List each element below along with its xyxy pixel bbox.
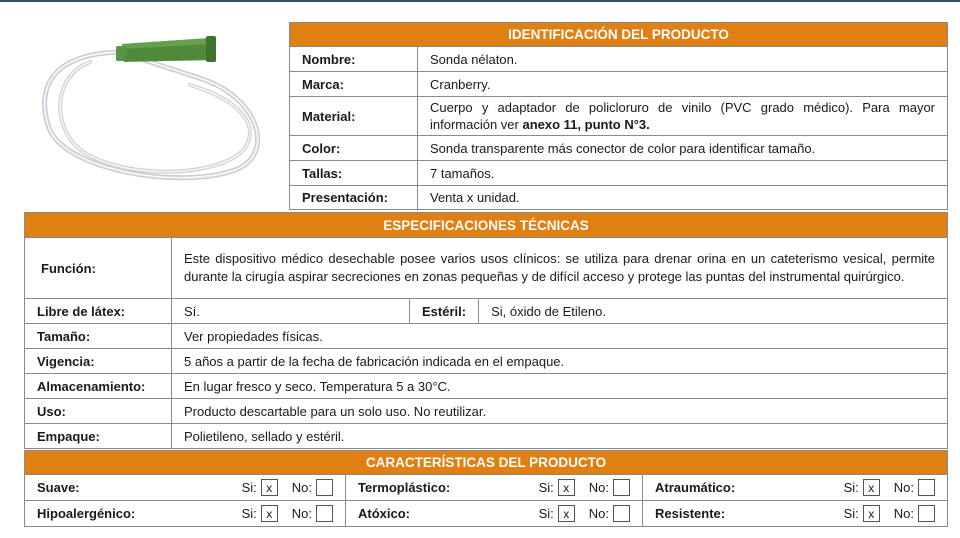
- no-label: No:: [893, 506, 914, 521]
- characteristic-atraumatic: [643, 475, 948, 501]
- specifications-header: ESPECIFICACIONES TÉCNICAS: [25, 213, 948, 238]
- no-label: No:: [588, 480, 609, 495]
- no-label: No:: [291, 506, 312, 521]
- sizes-label: Tallas:: [290, 161, 418, 186]
- material-annex-ref: anexo 11, punto N°3.: [522, 117, 650, 132]
- characteristic-hypoallergenic: [25, 501, 346, 527]
- name-label: Nombre:: [290, 47, 418, 72]
- characteristic-label: Termoplástico:: [358, 480, 451, 495]
- characteristic-label: Atraumático:: [655, 480, 736, 495]
- brand-label: Marca:: [290, 72, 418, 97]
- sizes-value: 7 tamaños.: [418, 161, 948, 186]
- storage-label: Almacenamiento:: [25, 374, 172, 399]
- identification-table: [289, 22, 948, 210]
- yes-checkbox[interactable]: x: [558, 479, 575, 496]
- sterile-value: Si, óxido de Etileno.: [479, 299, 948, 324]
- function-label: Función:: [25, 238, 172, 299]
- yes-label: Si:: [241, 506, 257, 521]
- name-value: Sonda nélaton.: [418, 47, 948, 72]
- catheter-image: [30, 30, 270, 195]
- presentation-value: Venta x unidad.: [418, 186, 948, 210]
- yes-checkbox[interactable]: x: [863, 505, 880, 522]
- color-label: Color:: [290, 136, 418, 161]
- yes-checkbox[interactable]: x: [863, 479, 880, 496]
- packaging-label: Empaque:: [25, 424, 172, 449]
- latex-free-value: Sí.: [172, 299, 410, 324]
- no-label: No:: [588, 506, 609, 521]
- yes-label: Si:: [538, 480, 554, 495]
- characteristic-label: Resistente:: [655, 506, 726, 521]
- validity-value: 5 años a partir de la fecha de fabricación indicada en el empaque.: [172, 349, 948, 374]
- yes-checkbox[interactable]: x: [261, 505, 278, 522]
- characteristic-thermoplastic: [346, 475, 643, 501]
- yes-checkbox[interactable]: x: [558, 505, 575, 522]
- yes-label: Si:: [538, 506, 554, 521]
- characteristic-resistant: [643, 501, 948, 527]
- storage-value: En lugar fresco y seco. Temperatura 5 a 30°C.: [172, 374, 948, 399]
- material-value: [418, 97, 948, 136]
- color-value: Sonda transparente más conector de color para identificar tamaño.: [418, 136, 948, 161]
- no-checkbox[interactable]: [918, 479, 935, 496]
- characteristics-table: [24, 450, 948, 527]
- no-label: No:: [893, 480, 914, 495]
- characteristic-nontoxic: [346, 501, 643, 527]
- characteristic-label: Hipoalergénico:: [37, 506, 136, 521]
- top-border-line: [0, 0, 960, 2]
- no-checkbox[interactable]: [613, 505, 630, 522]
- yes-label: Si:: [843, 506, 859, 521]
- packaging-value: Polietileno, sellado y estéril.: [172, 424, 948, 449]
- validity-label: Vigencia:: [25, 349, 172, 374]
- material-label: Material:: [290, 97, 418, 136]
- no-label: No:: [291, 480, 312, 495]
- no-checkbox[interactable]: [316, 479, 333, 496]
- yes-label: Si:: [241, 480, 257, 495]
- material-text: Cuerpo y adaptador de policloruro de vinilo (PVC grado médico). Para mayor información ver: [430, 100, 935, 132]
- characteristics-header: CARACTERÍSTICAS DEL PRODUCTO: [25, 451, 948, 475]
- use-label: Uso:: [25, 399, 172, 424]
- sterile-label: Estéril:: [410, 299, 479, 324]
- no-checkbox[interactable]: [316, 505, 333, 522]
- characteristic-label: Suave:: [37, 480, 80, 495]
- latex-free-label: Libre de látex:: [25, 299, 172, 324]
- yes-checkbox[interactable]: x: [261, 479, 278, 496]
- identification-header: IDENTIFICACIÓN DEL PRODUCTO: [290, 23, 948, 47]
- presentation-label: Presentación:: [290, 186, 418, 210]
- brand-value: Cranberry.: [418, 72, 948, 97]
- no-checkbox[interactable]: [613, 479, 630, 496]
- yes-label: Si:: [843, 480, 859, 495]
- use-value: Producto descartable para un solo uso. No reutilizar.: [172, 399, 948, 424]
- no-checkbox[interactable]: [918, 505, 935, 522]
- size-value: Ver propiedades físicas.: [172, 324, 948, 349]
- function-value: Este dispositivo médico desechable posee varios usos clínicos: se utiliza para drenar orina en un cateterismo vesical, permite durante la cirugía aspirar secreciones en zonas pequeñas y de difícil acceso y protege las puntas del instrumental quirúrgico.: [172, 238, 948, 299]
- characteristic-label: Atóxico:: [358, 506, 410, 521]
- characteristic-soft: [25, 475, 346, 501]
- size-label: Tamaño:: [25, 324, 172, 349]
- specifications-table: [24, 212, 948, 449]
